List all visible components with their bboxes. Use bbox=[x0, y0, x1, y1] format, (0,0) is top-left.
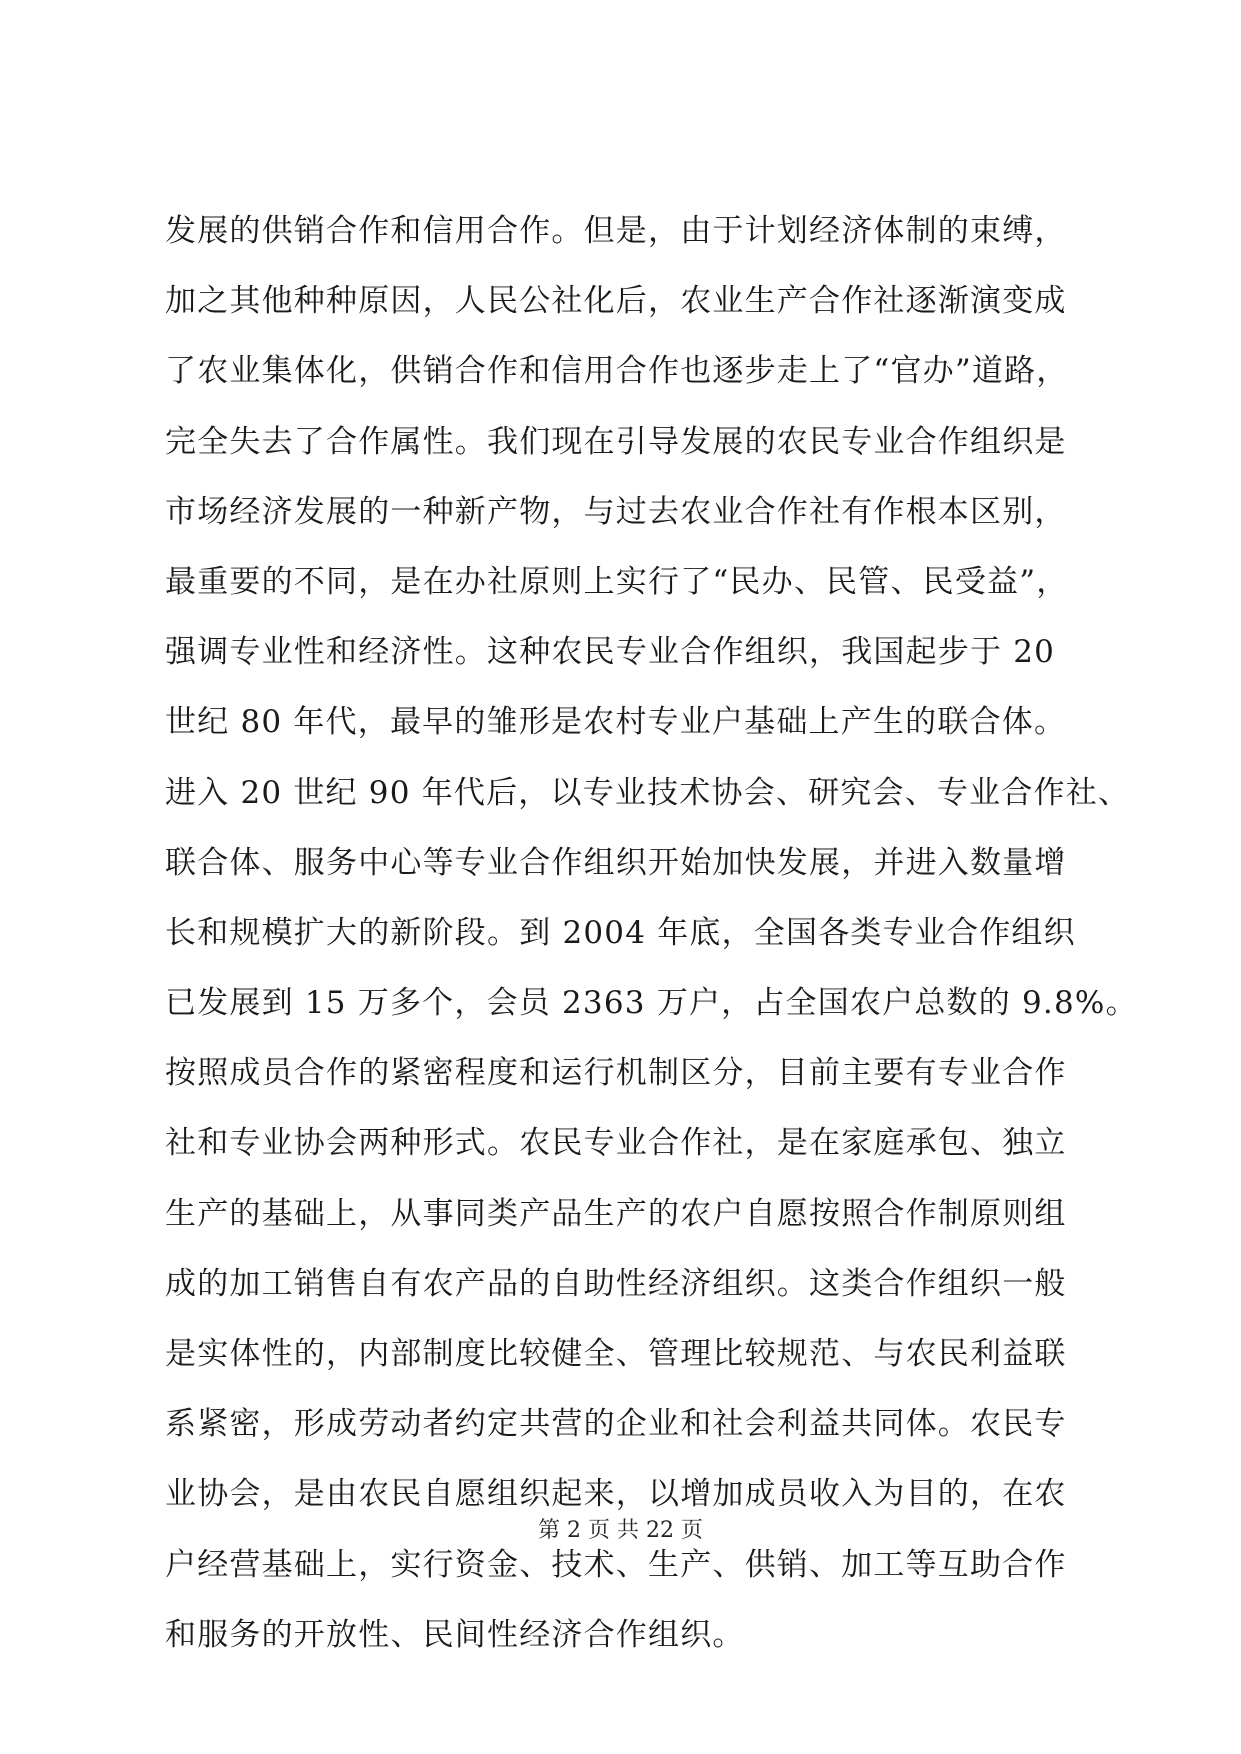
text-line: 长和规模扩大的新阶段。到 2004 年底，全国各类专业合作组织 bbox=[165, 914, 1076, 951]
page-number: 第 2 页 共 22 页 bbox=[538, 1518, 703, 1543]
text-line: 业协会，是由农民自愿组织起来，以增加成员收入为目的，在农 bbox=[165, 1476, 1067, 1513]
text-line: 已发展到 15 万多个，会员 2363 万户，占全国农户总数的 9.8%。 bbox=[165, 985, 1138, 1022]
text-line: 是实体性的，内部制度比较健全、管理比较规范、与农民利益联 bbox=[165, 1336, 1067, 1372]
text-line: 发展的供销合作和信用合作。但是，由于计划经济体制的束缚， bbox=[165, 213, 1067, 249]
text-line: 市场经济发展的一种新产物，与过去农业合作社有作根本区别， bbox=[165, 493, 1067, 530]
body-text bbox=[165, 196, 1138, 1670]
text-line: 了农业集体化，供销合作和信用合作也逐步走上了“官办”道路， bbox=[165, 353, 1069, 390]
text-line: 和服务的开放性、民间性经济合作组织。 bbox=[165, 1616, 745, 1653]
text-line: 联合体、服务中心等专业合作组织开始加快发展，并进入数量增 bbox=[165, 844, 1067, 881]
text-line: 生产的基础上，从事同类产品生产的农户自愿按照合作制原则组 bbox=[165, 1195, 1067, 1232]
text-line: 系紧密，形成劳动者约定共营的企业和社会利益共同体。农民专 bbox=[165, 1406, 1067, 1443]
text-line: 世纪 80 年代，最早的雏形是农村专业户基础上产生的联合体。 bbox=[165, 704, 1067, 741]
text-line: 成的加工销售自有农产品的自助性经济组织。这类合作组织一般 bbox=[165, 1265, 1067, 1302]
text-line: 进入 20 世纪 90 年代后，以专业技术协会、研究会、专业合作社、 bbox=[165, 774, 1131, 811]
text-line: 最重要的不同，是在办社原则上实行了“民办、民管、民受益”， bbox=[165, 563, 1069, 600]
text-line: 加之其他种种原因，人民公社化后，农业生产合作社逐渐演变成 bbox=[165, 283, 1067, 320]
text-line: 按照成员合作的紧密程度和运行机制区分，目前主要有专业合作 bbox=[165, 1055, 1067, 1092]
text-line: 社和专业协会两种形式。农民专业合作社，是在家庭承包、独立 bbox=[165, 1125, 1067, 1162]
text-line: 强调专业性和经济性。这种农民专业合作组织，我国起步于 20 bbox=[165, 634, 1056, 671]
text-line: 户经营基础上，实行资金、技术、生产、供销、加工等互助合作 bbox=[165, 1546, 1067, 1583]
page-footer bbox=[0, 1513, 1241, 1544]
text-line: 完全失去了合作属性。我们现在引导发展的农民专业合作组织是 bbox=[165, 423, 1067, 460]
